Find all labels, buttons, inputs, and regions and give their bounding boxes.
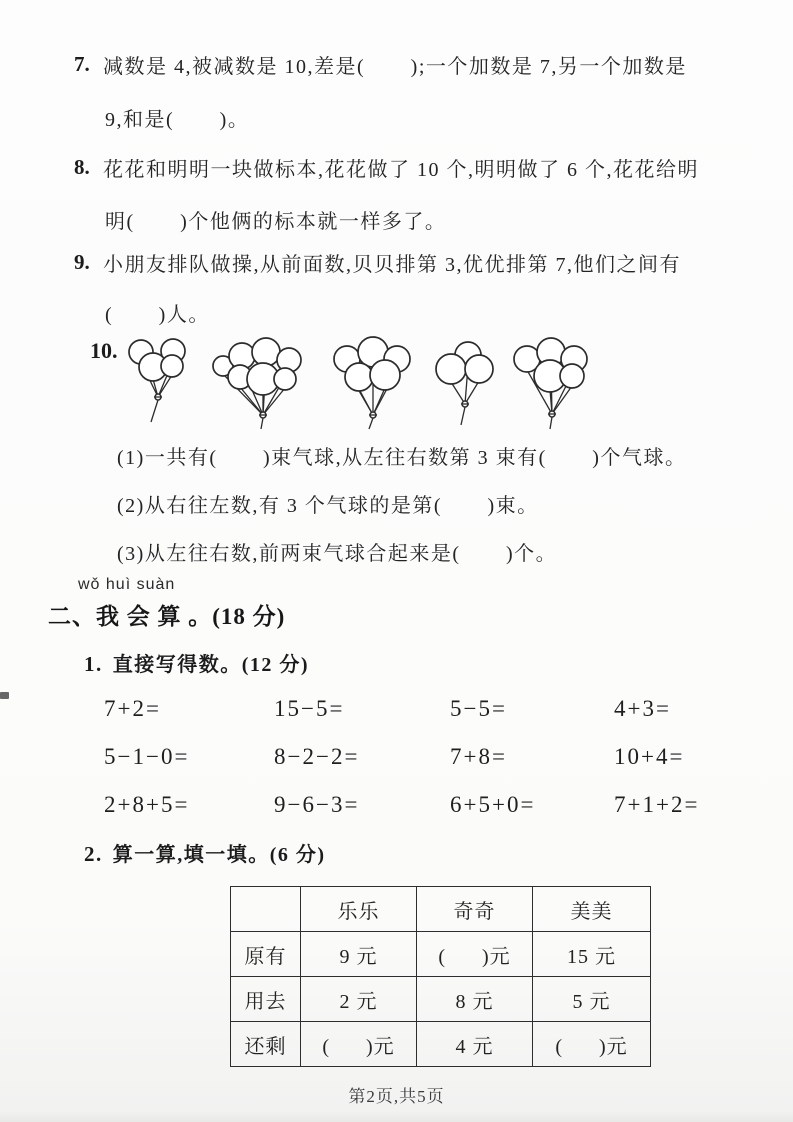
question-9-line-2: ( )人。 <box>105 304 210 326</box>
question-8-line-1: 花花和明明一块做标本,花花做了 10 个,明明做了 6 个,花花给明 <box>103 159 699 181</box>
question-7-line-2: 9,和是( )。 <box>105 109 250 131</box>
money-table <box>230 886 651 1067</box>
balloon-bunch-2 <box>212 336 308 434</box>
question-10-sub-2: (2)从右往左数,有 3 个气球的是第( )束。 <box>117 495 539 517</box>
section-2-pinyin: wǒ huì suàn <box>78 576 176 593</box>
balloon-bunch-5 <box>506 336 594 434</box>
question-9-line-1: 小朋友排队做操,从前面数,贝贝排第 3,优优排第 7,他们之间有 <box>103 254 681 276</box>
subsection-1-number: 1. <box>84 652 103 676</box>
subsection-2-title <box>84 838 326 867</box>
table-header-meimei: 美美 <box>533 887 651 932</box>
question-9-number: 9. <box>74 250 90 274</box>
table-cell: ( )元 <box>417 932 533 977</box>
equation: 2+8+5= <box>104 792 190 817</box>
table-cell: 9 元 <box>301 932 417 977</box>
subsection-2-number: 2. <box>84 842 103 866</box>
subsection-1-title-text: 直接写得数。(12 分) <box>112 654 310 676</box>
table-row <box>231 1022 651 1067</box>
subsection-2-title-text: 算一算,填一填。(6 分) <box>112 844 326 866</box>
equation: 7+8= <box>450 744 507 769</box>
table-cell: 5 元 <box>533 977 651 1022</box>
equation: 9−6−3= <box>274 792 360 817</box>
equation: 6+5+0= <box>450 792 536 817</box>
section-2-heading: 二、我 会 算 。(18 分) <box>48 604 286 629</box>
balloon-bunch-4 <box>430 336 500 434</box>
equation: 7+2= <box>104 696 161 721</box>
balloon-row <box>0 336 793 436</box>
question-8-number: 8. <box>74 155 90 179</box>
table-cell: ( )元 <box>301 1022 417 1067</box>
table-cell: 4 元 <box>417 1022 533 1067</box>
balloon-bunch-1 <box>125 336 191 434</box>
equation: 15−5= <box>274 696 345 721</box>
equation: 5−5= <box>450 696 507 721</box>
table-header-lele: 乐乐 <box>301 887 417 932</box>
scan-artifact <box>0 692 9 699</box>
equation: 7+1+2= <box>614 792 700 817</box>
row-label: 用去 <box>231 977 301 1022</box>
row-label: 原有 <box>231 932 301 977</box>
table-row <box>231 977 651 1022</box>
question-10-number: 10. <box>90 338 118 363</box>
table-cell: 2 元 <box>301 977 417 1022</box>
table-cell: 15 元 <box>533 932 651 977</box>
equation: 8−2−2= <box>274 744 360 769</box>
table-cell: ( )元 <box>533 1022 651 1067</box>
question-7-number: 7. <box>74 52 90 76</box>
row-label: 还剩 <box>231 1022 301 1067</box>
question-10-sub-1: (1)一共有( )束气球,从左往右数第 3 束有( )个气球。 <box>117 447 687 469</box>
equation: 10+4= <box>614 744 685 769</box>
equation: 4+3= <box>614 696 671 721</box>
equation: 5−1−0= <box>104 744 190 769</box>
table-row <box>231 932 651 977</box>
table-header-empty <box>231 887 301 932</box>
question-10-sub-3: (3)从左往右数,前两束气球合起来是( )个。 <box>117 543 558 565</box>
table-header-row <box>231 887 651 932</box>
table-header-qiqi: 奇奇 <box>417 887 533 932</box>
table-cell: 8 元 <box>417 977 533 1022</box>
page-footer: 第2页,共5页 <box>348 1087 445 1106</box>
question-7-line-1: 减数是 4,被减数是 10,差是( );一个加数是 7,另一个加数是 <box>103 56 687 78</box>
question-8-line-2: 明( )个他俩的标本就一样多了。 <box>105 211 447 233</box>
balloon-bunch-3 <box>328 336 420 434</box>
subsection-1-title <box>84 648 309 677</box>
